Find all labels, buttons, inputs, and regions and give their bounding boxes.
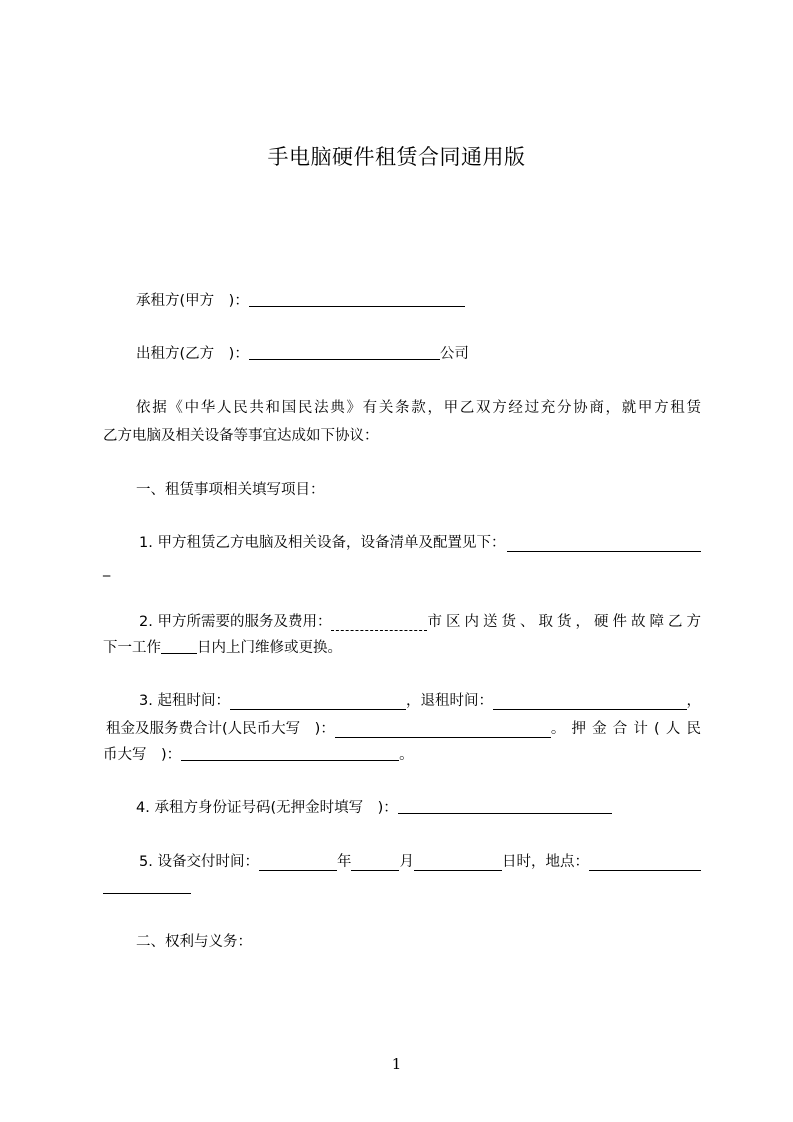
item-3-blank-end [493,695,687,710]
item-2-line-2 [103,639,701,657]
item-5-blank-month [351,856,399,871]
item-2-blank-fee [331,616,427,631]
item-5-blank-place [589,856,701,871]
party-b-line [136,345,734,363]
item-2-blank-days [161,639,197,654]
intro-line-1: 依据《中华人民共和国民法典》有关条款，甲乙双方经过充分协商，就甲方租赁 [136,400,701,416]
item-1-blank [507,537,701,552]
item-5-blank-day [414,856,502,871]
party-a-line [136,292,734,310]
item-1-tail: _ [103,561,111,577]
item-3-text-b: ，退租时间： [405,693,493,709]
item-1-line [139,534,701,552]
item-3-blank-start [230,695,406,710]
page-number: 1 [391,1055,402,1073]
item-3-text-g: 。 [399,747,414,763]
item-2-text-b: 市区内送货、取货，硬件故障乙方 [427,614,701,630]
item-3-text-e: 。押金合计(人民 [550,721,701,737]
item-2-text-c: 下一工作 [103,640,161,656]
item-1-text: 1. 甲方租赁乙方电脑及相关设备，设备清单及配置见下： [139,535,506,551]
item-5-month: 月 [399,854,414,870]
item-3-blank-rent [335,723,551,738]
item-4-text: 4. 承租方身份证号码(无押金时填写 )： [136,800,398,816]
section-1-heading: 一、租赁事项相关填写项目： [136,482,325,498]
item-2-text-d: 日内上门维修或更换。 [197,640,342,656]
item-5-year: 年 [336,854,352,870]
item-5-line-2 [103,879,701,897]
item-3-blank-deposit [181,746,399,761]
document-title: 手电脑硬件租赁合同通用版 [267,145,526,169]
item-3-text-d: 租金及服务费合计(人民币大写 )： [106,721,335,737]
item-3-line-1 [139,692,701,710]
item-2-text-a: 2. 甲方所需要的服务及费用： [139,614,332,630]
item-5-line [139,853,701,871]
item-2-line [139,613,701,631]
item-5-text: 5. 设备交付时间： [139,854,259,870]
intro-line-2: 乙方电脑及相关设备等事宜达成如下协议： [103,428,379,444]
item-5-blank-place-cont [103,879,191,894]
party-b-label: 出租方(乙方 )： [136,346,249,362]
item-4-line [136,799,734,817]
item-3-text-c: ， [686,693,701,709]
item-3-line-2 [106,720,701,738]
item-3-line-3 [103,746,701,764]
item-5-blank-year [259,856,337,871]
item-5-day-time: 日时，地点： [501,854,589,870]
party-b-blank [249,345,440,360]
section-2-heading: 二、权利与义务： [136,934,252,950]
item-3-text-f: 币大写 )： [103,747,182,763]
party-a-blank [249,292,465,307]
item-3-text-a: 3. 起租时间： [139,693,230,709]
item-4-blank-id [398,799,612,814]
party-a-label: 承租方(甲方 )： [136,293,249,309]
party-b-suffix: 公司 [439,346,469,362]
